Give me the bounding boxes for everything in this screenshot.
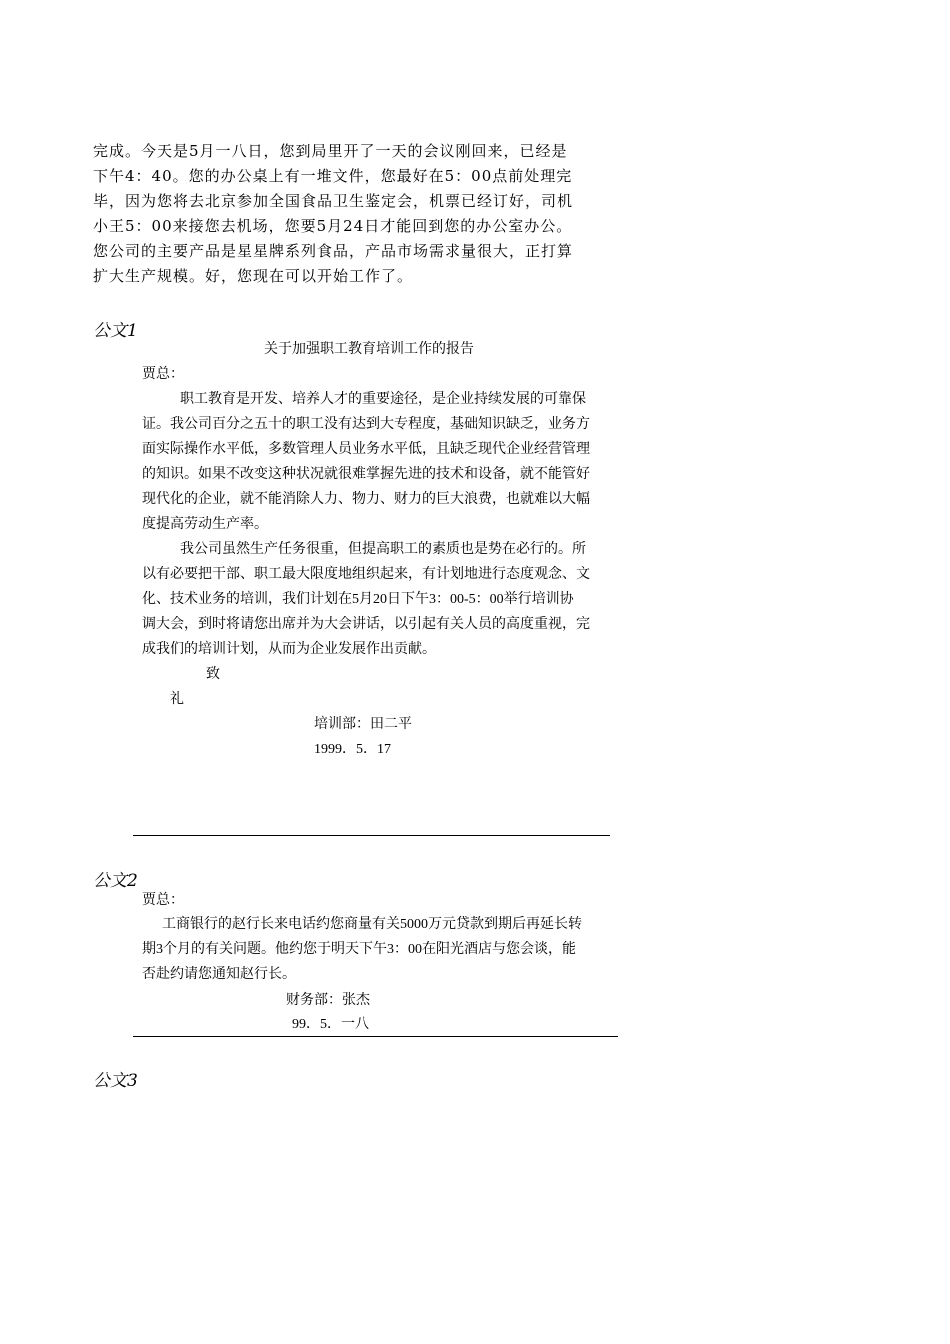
intro-paragraph <box>93 139 613 289</box>
intro-line: 小王5：00来接您去机场，您要5月24日才能回到您的办公室办公。 <box>93 217 573 235</box>
intro-line: 下午4：40。您的办公桌上有一堆文件，您最好在5：00点前处理完 <box>93 167 573 185</box>
doc1-signature: 培训部：田二平 <box>314 717 412 732</box>
doc2-body-line: 否赴约请您通知赵行长。 <box>142 967 296 982</box>
doc1-body-line: 职工教育是开发、培养人才的重要途径，是企业持续发展的可靠保 <box>180 392 586 407</box>
intro-line: 毕，因为您将去北京参加全国食品卫生鉴定会，机票已经订好，司机 <box>93 192 574 210</box>
doc1-separator <box>133 835 610 836</box>
doc2-body-line: 工商银行的赵行长来电话约您商量有关5000万元贷款到期后再延长转 <box>162 917 582 932</box>
doc1-body-line: 成我们的培训计划，从而为企业发展作出贡献。 <box>142 642 436 657</box>
doc2-date: 99．5．一八 <box>292 1017 369 1032</box>
doc1-body-line: 现代化的企业，就不能消除人力、物力、财力的巨大浪费，也就难以大幅 <box>142 492 590 507</box>
doc2-signature: 财务部：张杰 <box>286 993 370 1008</box>
doc2-body-line: 期3个月的有关问题。他约您于明天下午3：00在阳光酒店与您会谈，能 <box>142 942 576 957</box>
doc1-date: 1999．5．17 <box>314 742 391 757</box>
doc1-body-line: 的知识。如果不改变这种状况就很难掌握先进的技术和设备，就不能管好 <box>142 467 590 482</box>
doc1-body-line: 以有必要把干部、职工最大限度地组织起来，有计划地进行态度观念、文 <box>142 567 590 582</box>
intro-line: 扩大生产规模。好，您现在可以开始工作了。 <box>93 267 414 285</box>
doc1-heading: 公文1 <box>93 321 138 341</box>
intro-line: 完成。今天是5月一八日，您到局里开了一天的会议刚回来，已经是 <box>93 142 568 160</box>
intro-line: 您公司的主要产品是星星牌系列食品，产品市场需求量很大，正打算 <box>93 242 574 260</box>
doc1-body-line: 度提高劳动生产率。 <box>142 517 268 532</box>
doc1-body-line: 我公司虽然生产任务很重，但提高职工的素质也是势在必行的。所 <box>180 542 586 557</box>
doc2-heading: 公文2 <box>93 871 138 891</box>
doc1-body-line: 面实际操作水平低，多数管理人员业务水平低，且缺乏现代企业经营管理 <box>142 442 590 457</box>
doc1-body-line: 证。我公司百分之五十的职工没有达到大专程度，基础知识缺乏，业务方 <box>142 417 590 432</box>
doc1-body-line: 化、技术业务的培训，我们计划在5月20日下午3：00-5：00举行培训协 <box>142 592 574 607</box>
doc1-closing-li: 礼 <box>170 692 184 707</box>
doc1-salutation: 贾总： <box>142 367 184 382</box>
doc1-title: 关于加强职工教育培训工作的报告 <box>264 342 474 357</box>
doc2-separator <box>133 1036 618 1037</box>
doc3-heading: 公文3 <box>93 1071 138 1091</box>
doc1-closing-zhi: 致 <box>206 667 220 682</box>
doc1-body-line: 调大会，到时将请您出席并为大会讲话，以引起有关人员的高度重视，完 <box>142 617 590 632</box>
doc2-salutation: 贾总： <box>142 893 184 908</box>
